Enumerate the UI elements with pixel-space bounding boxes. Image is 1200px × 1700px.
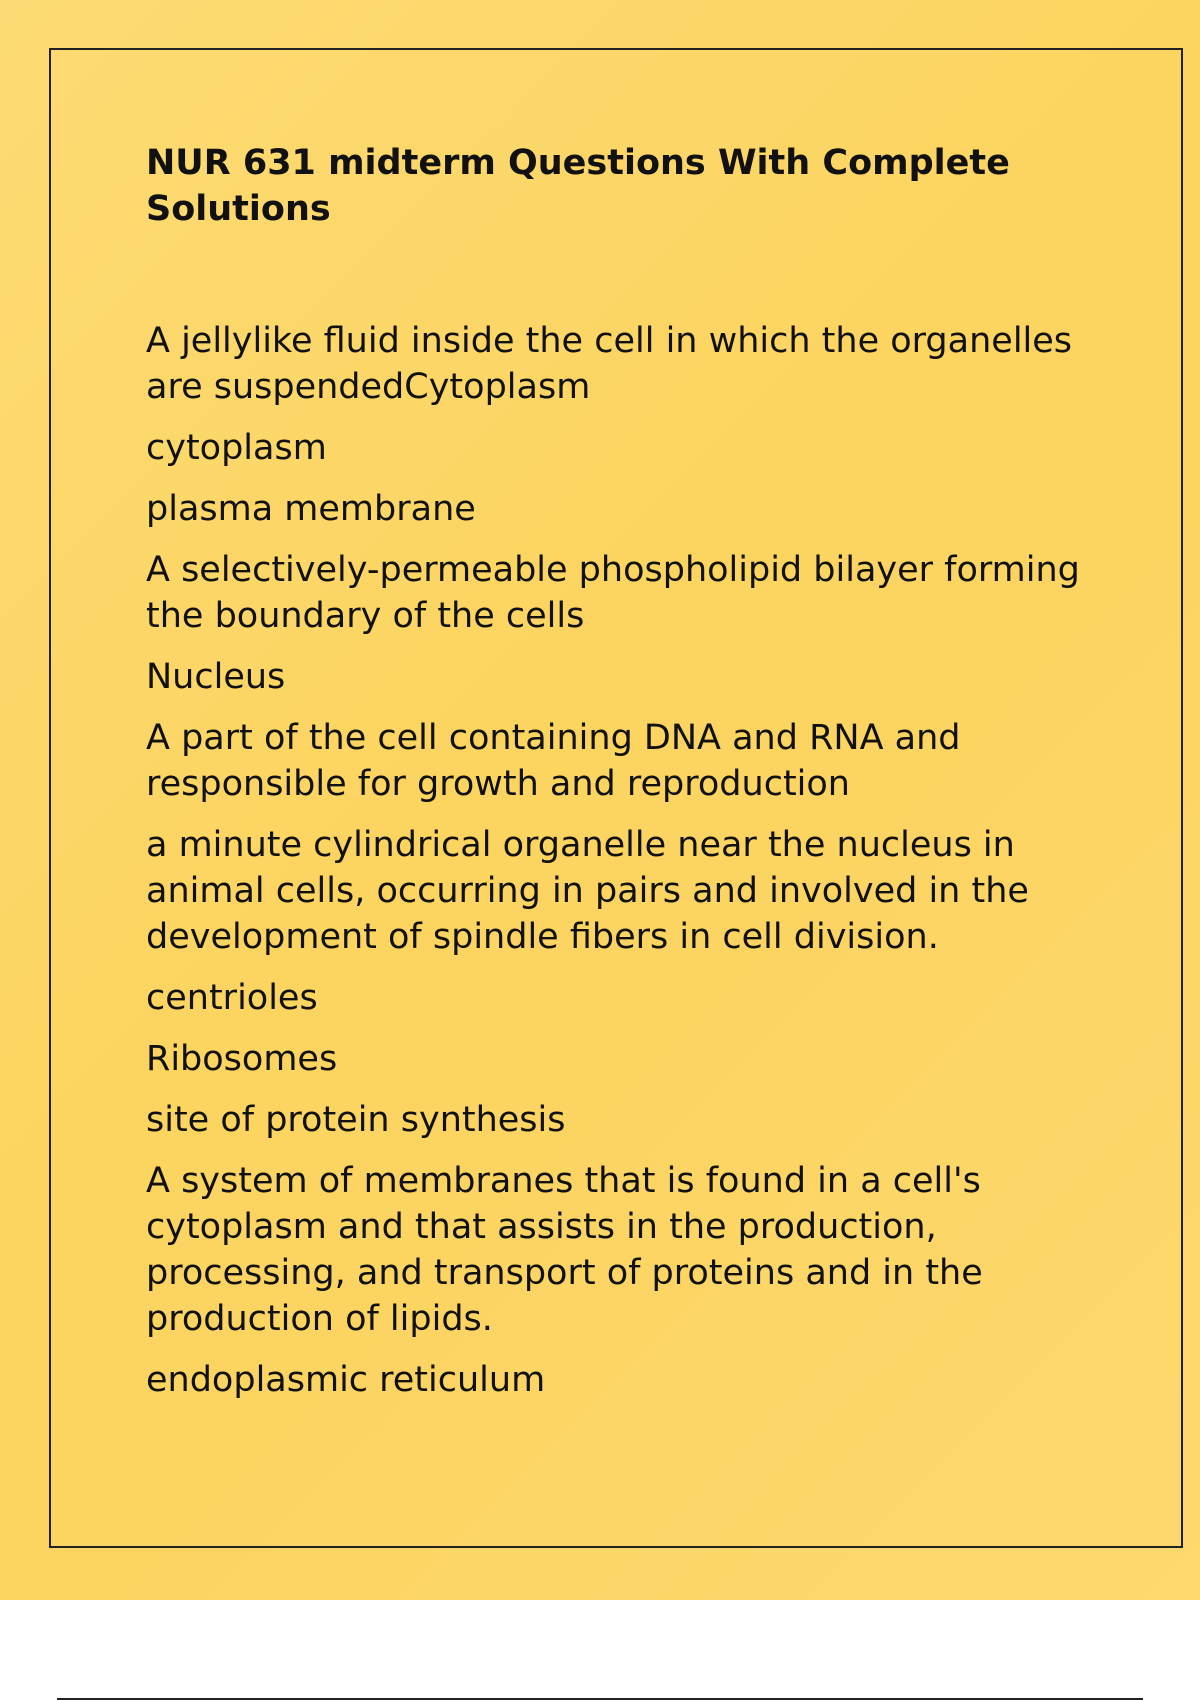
entry-text: A jellylike fluid inside the cell in which the organelles are suspendedCytoplasm	[146, 321, 1073, 407]
entry-text: A system of membranes that is found in a cell's cytoplasm and that assists in the production, processing, and transport of proteins and in the production of lipids.	[146, 1161, 983, 1339]
entry-text: a minute cylindrical organelle near the nucleus in animal cells, occurring in pairs and involved in the development of spindle fibers in cell division.	[146, 825, 1029, 957]
entry-text: Ribosomes	[146, 1039, 338, 1079]
entry-text: Nucleus	[146, 657, 286, 697]
entry-text: plasma membrane	[146, 489, 476, 529]
document-title: NUR 631 midterm Questions With Complete Solutions	[146, 143, 1010, 229]
entry-list	[146, 318, 1096, 1403]
entry-text: endoplasmic reticulum	[146, 1360, 546, 1400]
entry-text: cytoplasm	[146, 428, 327, 468]
entry-text: centrioles	[146, 978, 318, 1018]
entry-text: site of protein synthesis	[146, 1100, 566, 1140]
document-content	[146, 140, 1096, 1418]
entry-text: A selectively-permeable phospholipid bilayer forming the boundary of the cells	[146, 550, 1080, 636]
entry-text: A part of the cell containing DNA and RNA and responsible for growth and reproduction	[146, 718, 961, 804]
